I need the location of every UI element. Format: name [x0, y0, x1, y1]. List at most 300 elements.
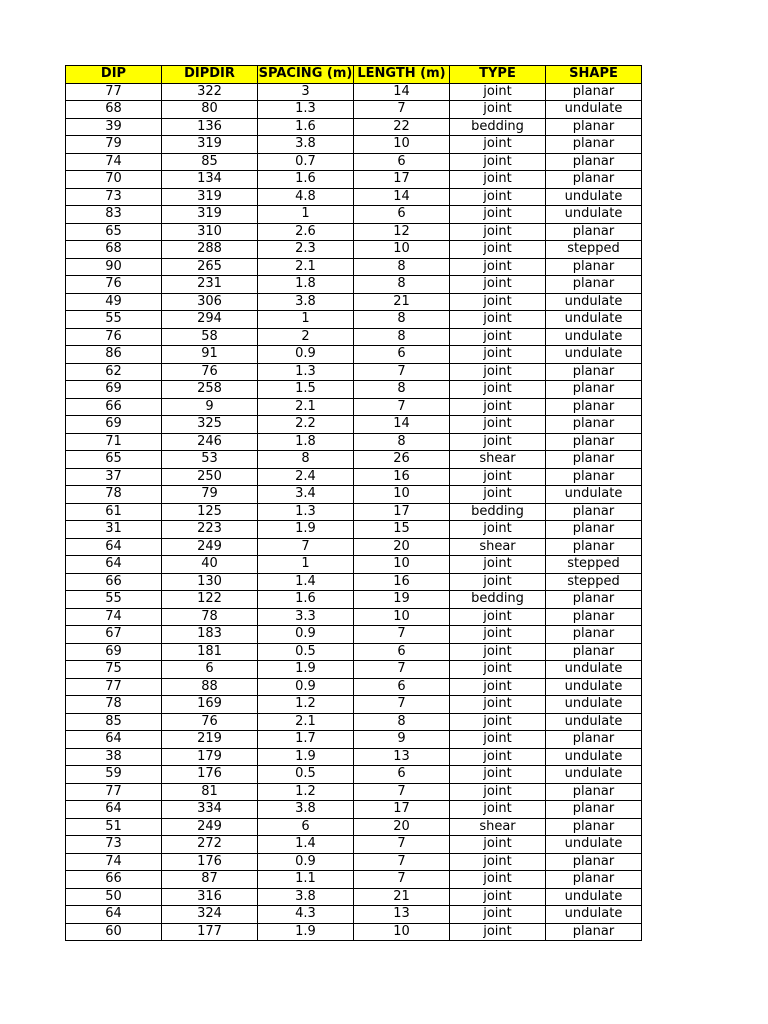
- cell-dip[interactable]: 68: [66, 241, 162, 259]
- cell-spacing[interactable]: 1.3: [258, 101, 354, 119]
- cell-shape[interactable]: planar: [546, 381, 642, 399]
- cell-dip[interactable]: 64: [66, 538, 162, 556]
- cell-shape[interactable]: undulate: [546, 293, 642, 311]
- cell-spacing[interactable]: 3.3: [258, 608, 354, 626]
- cell-dip[interactable]: 77: [66, 678, 162, 696]
- cell-shape[interactable]: planar: [546, 398, 642, 416]
- cell-shape[interactable]: planar: [546, 626, 642, 644]
- cell-spacing[interactable]: 0.9: [258, 853, 354, 871]
- cell-type[interactable]: joint: [450, 643, 546, 661]
- cell-dip[interactable]: 65: [66, 223, 162, 241]
- cell-type[interactable]: joint: [450, 801, 546, 819]
- cell-length[interactable]: 13: [354, 748, 450, 766]
- cell-shape[interactable]: planar: [546, 83, 642, 101]
- cell-type[interactable]: joint: [450, 468, 546, 486]
- cell-shape[interactable]: planar: [546, 451, 642, 469]
- cell-type[interactable]: joint: [450, 276, 546, 294]
- cell-spacing[interactable]: 3.8: [258, 888, 354, 906]
- cell-shape[interactable]: planar: [546, 503, 642, 521]
- cell-length[interactable]: 7: [354, 398, 450, 416]
- cell-dip[interactable]: 73: [66, 188, 162, 206]
- cell-dip[interactable]: 66: [66, 573, 162, 591]
- cell-dipdir[interactable]: 58: [162, 328, 258, 346]
- cell-shape[interactable]: planar: [546, 871, 642, 889]
- cell-spacing[interactable]: 4.8: [258, 188, 354, 206]
- cell-length[interactable]: 17: [354, 503, 450, 521]
- cell-spacing[interactable]: 0.5: [258, 766, 354, 784]
- cell-spacing[interactable]: 1: [258, 556, 354, 574]
- cell-type[interactable]: joint: [450, 258, 546, 276]
- cell-type[interactable]: joint: [450, 608, 546, 626]
- cell-spacing[interactable]: 1.1: [258, 871, 354, 889]
- cell-type[interactable]: bedding: [450, 503, 546, 521]
- cell-type[interactable]: joint: [450, 661, 546, 679]
- cell-type[interactable]: joint: [450, 836, 546, 854]
- cell-dipdir[interactable]: 169: [162, 696, 258, 714]
- cell-spacing[interactable]: 1.9: [258, 661, 354, 679]
- cell-type[interactable]: joint: [450, 888, 546, 906]
- cell-type[interactable]: joint: [450, 346, 546, 364]
- cell-shape[interactable]: planar: [546, 416, 642, 434]
- cell-dipdir[interactable]: 80: [162, 101, 258, 119]
- cell-dipdir[interactable]: 246: [162, 433, 258, 451]
- cell-shape[interactable]: planar: [546, 171, 642, 189]
- cell-dipdir[interactable]: 223: [162, 521, 258, 539]
- cell-shape[interactable]: planar: [546, 591, 642, 609]
- cell-type[interactable]: joint: [450, 871, 546, 889]
- cell-shape[interactable]: undulate: [546, 748, 642, 766]
- cell-shape[interactable]: planar: [546, 521, 642, 539]
- cell-dipdir[interactable]: 136: [162, 118, 258, 136]
- cell-spacing[interactable]: 0.9: [258, 626, 354, 644]
- cell-dipdir[interactable]: 265: [162, 258, 258, 276]
- cell-length[interactable]: 10: [354, 556, 450, 574]
- column-header-length[interactable]: LENGTH (m): [354, 66, 450, 84]
- cell-length[interactable]: 14: [354, 416, 450, 434]
- cell-dipdir[interactable]: 319: [162, 188, 258, 206]
- cell-dipdir[interactable]: 272: [162, 836, 258, 854]
- cell-shape[interactable]: undulate: [546, 486, 642, 504]
- cell-dip[interactable]: 55: [66, 311, 162, 329]
- cell-spacing[interactable]: 1.3: [258, 363, 354, 381]
- cell-dipdir[interactable]: 53: [162, 451, 258, 469]
- cell-shape[interactable]: undulate: [546, 713, 642, 731]
- cell-dipdir[interactable]: 176: [162, 853, 258, 871]
- cell-type[interactable]: joint: [450, 731, 546, 749]
- cell-length[interactable]: 21: [354, 888, 450, 906]
- cell-dip[interactable]: 39: [66, 118, 162, 136]
- cell-type[interactable]: joint: [450, 556, 546, 574]
- cell-length[interactable]: 8: [354, 258, 450, 276]
- cell-length[interactable]: 7: [354, 871, 450, 889]
- cell-type[interactable]: joint: [450, 853, 546, 871]
- cell-type[interactable]: joint: [450, 521, 546, 539]
- cell-shape[interactable]: planar: [546, 643, 642, 661]
- cell-dipdir[interactable]: 181: [162, 643, 258, 661]
- cell-dipdir[interactable]: 219: [162, 731, 258, 749]
- cell-dip[interactable]: 90: [66, 258, 162, 276]
- cell-dip[interactable]: 76: [66, 276, 162, 294]
- cell-spacing[interactable]: 1.5: [258, 381, 354, 399]
- cell-dip[interactable]: 55: [66, 591, 162, 609]
- cell-dip[interactable]: 69: [66, 416, 162, 434]
- cell-dip[interactable]: 50: [66, 888, 162, 906]
- cell-dipdir[interactable]: 176: [162, 766, 258, 784]
- column-header-dip[interactable]: DIP: [66, 66, 162, 84]
- cell-dipdir[interactable]: 231: [162, 276, 258, 294]
- cell-length[interactable]: 7: [354, 626, 450, 644]
- cell-length[interactable]: 14: [354, 83, 450, 101]
- cell-spacing[interactable]: 1.3: [258, 503, 354, 521]
- cell-dip[interactable]: 74: [66, 853, 162, 871]
- cell-spacing[interactable]: 1.2: [258, 696, 354, 714]
- cell-spacing[interactable]: 4.3: [258, 906, 354, 924]
- cell-dip[interactable]: 65: [66, 451, 162, 469]
- cell-dipdir[interactable]: 130: [162, 573, 258, 591]
- cell-dipdir[interactable]: 87: [162, 871, 258, 889]
- cell-spacing[interactable]: 0.9: [258, 346, 354, 364]
- cell-type[interactable]: joint: [450, 328, 546, 346]
- cell-spacing[interactable]: 2: [258, 328, 354, 346]
- cell-length[interactable]: 10: [354, 486, 450, 504]
- cell-length[interactable]: 21: [354, 293, 450, 311]
- cell-shape[interactable]: planar: [546, 818, 642, 836]
- cell-dipdir[interactable]: 325: [162, 416, 258, 434]
- cell-dipdir[interactable]: 177: [162, 923, 258, 941]
- cell-shape[interactable]: undulate: [546, 766, 642, 784]
- cell-dip[interactable]: 64: [66, 731, 162, 749]
- cell-length[interactable]: 6: [354, 206, 450, 224]
- cell-spacing[interactable]: 1.9: [258, 748, 354, 766]
- cell-shape[interactable]: planar: [546, 153, 642, 171]
- cell-type[interactable]: joint: [450, 153, 546, 171]
- cell-shape[interactable]: undulate: [546, 328, 642, 346]
- cell-dip[interactable]: 77: [66, 83, 162, 101]
- cell-spacing[interactable]: 2.1: [258, 398, 354, 416]
- cell-spacing[interactable]: 7: [258, 538, 354, 556]
- cell-length[interactable]: 10: [354, 241, 450, 259]
- cell-length[interactable]: 16: [354, 573, 450, 591]
- cell-shape[interactable]: stepped: [546, 573, 642, 591]
- cell-type[interactable]: joint: [450, 696, 546, 714]
- cell-shape[interactable]: planar: [546, 118, 642, 136]
- cell-spacing[interactable]: 1.4: [258, 573, 354, 591]
- cell-shape[interactable]: planar: [546, 363, 642, 381]
- cell-dip[interactable]: 76: [66, 328, 162, 346]
- cell-dip[interactable]: 51: [66, 818, 162, 836]
- cell-shape[interactable]: planar: [546, 136, 642, 154]
- cell-spacing[interactable]: 2.6: [258, 223, 354, 241]
- cell-spacing[interactable]: 0.5: [258, 643, 354, 661]
- cell-length[interactable]: 7: [354, 783, 450, 801]
- cell-length[interactable]: 7: [354, 853, 450, 871]
- cell-dipdir[interactable]: 122: [162, 591, 258, 609]
- cell-spacing[interactable]: 1.8: [258, 433, 354, 451]
- cell-dip[interactable]: 66: [66, 871, 162, 889]
- cell-spacing[interactable]: 3: [258, 83, 354, 101]
- cell-shape[interactable]: planar: [546, 923, 642, 941]
- cell-dipdir[interactable]: 249: [162, 818, 258, 836]
- cell-dip[interactable]: 85: [66, 713, 162, 731]
- cell-length[interactable]: 6: [354, 643, 450, 661]
- cell-spacing[interactable]: 1.6: [258, 591, 354, 609]
- cell-length[interactable]: 19: [354, 591, 450, 609]
- cell-dip[interactable]: 86: [66, 346, 162, 364]
- cell-type[interactable]: bedding: [450, 591, 546, 609]
- cell-dipdir[interactable]: 319: [162, 206, 258, 224]
- cell-shape[interactable]: planar: [546, 276, 642, 294]
- cell-length[interactable]: 12: [354, 223, 450, 241]
- cell-dip[interactable]: 64: [66, 801, 162, 819]
- cell-shape[interactable]: undulate: [546, 346, 642, 364]
- cell-dip[interactable]: 71: [66, 433, 162, 451]
- cell-dipdir[interactable]: 91: [162, 346, 258, 364]
- cell-dip[interactable]: 31: [66, 521, 162, 539]
- cell-spacing[interactable]: 1.8: [258, 276, 354, 294]
- cell-dipdir[interactable]: 6: [162, 661, 258, 679]
- cell-type[interactable]: joint: [450, 101, 546, 119]
- cell-dip[interactable]: 62: [66, 363, 162, 381]
- cell-dip[interactable]: 75: [66, 661, 162, 679]
- cell-dip[interactable]: 67: [66, 626, 162, 644]
- cell-shape[interactable]: planar: [546, 608, 642, 626]
- cell-dip[interactable]: 78: [66, 486, 162, 504]
- cell-shape[interactable]: undulate: [546, 836, 642, 854]
- cell-dipdir[interactable]: 79: [162, 486, 258, 504]
- cell-shape[interactable]: planar: [546, 783, 642, 801]
- cell-spacing[interactable]: 3.4: [258, 486, 354, 504]
- cell-dip[interactable]: 61: [66, 503, 162, 521]
- cell-dipdir[interactable]: 250: [162, 468, 258, 486]
- cell-dip[interactable]: 70: [66, 171, 162, 189]
- cell-type[interactable]: joint: [450, 311, 546, 329]
- cell-type[interactable]: joint: [450, 241, 546, 259]
- cell-shape[interactable]: stepped: [546, 556, 642, 574]
- cell-shape[interactable]: undulate: [546, 678, 642, 696]
- cell-shape[interactable]: undulate: [546, 311, 642, 329]
- cell-spacing[interactable]: 1.6: [258, 171, 354, 189]
- cell-length[interactable]: 14: [354, 188, 450, 206]
- cell-length[interactable]: 7: [354, 661, 450, 679]
- cell-shape[interactable]: planar: [546, 538, 642, 556]
- cell-length[interactable]: 20: [354, 538, 450, 556]
- cell-length[interactable]: 8: [354, 713, 450, 731]
- cell-shape[interactable]: planar: [546, 468, 642, 486]
- cell-type[interactable]: joint: [450, 748, 546, 766]
- cell-length[interactable]: 8: [354, 276, 450, 294]
- cell-length[interactable]: 26: [354, 451, 450, 469]
- cell-length[interactable]: 8: [354, 311, 450, 329]
- cell-spacing[interactable]: 1.6: [258, 118, 354, 136]
- cell-length[interactable]: 7: [354, 101, 450, 119]
- cell-shape[interactable]: undulate: [546, 906, 642, 924]
- cell-shape[interactable]: planar: [546, 731, 642, 749]
- cell-type[interactable]: bedding: [450, 118, 546, 136]
- cell-dipdir[interactable]: 179: [162, 748, 258, 766]
- cell-dipdir[interactable]: 40: [162, 556, 258, 574]
- cell-dipdir[interactable]: 324: [162, 906, 258, 924]
- cell-spacing[interactable]: 1.9: [258, 521, 354, 539]
- cell-spacing[interactable]: 0.7: [258, 153, 354, 171]
- cell-spacing[interactable]: 1.7: [258, 731, 354, 749]
- cell-shape[interactable]: planar: [546, 258, 642, 276]
- cell-spacing[interactable]: 2.1: [258, 258, 354, 276]
- cell-type[interactable]: joint: [450, 923, 546, 941]
- cell-type[interactable]: shear: [450, 451, 546, 469]
- cell-dip[interactable]: 59: [66, 766, 162, 784]
- cell-dip[interactable]: 38: [66, 748, 162, 766]
- cell-length[interactable]: 9: [354, 731, 450, 749]
- column-header-spacing[interactable]: SPACING (m): [258, 66, 353, 81]
- cell-type[interactable]: joint: [450, 381, 546, 399]
- cell-type[interactable]: shear: [450, 538, 546, 556]
- cell-dip[interactable]: 64: [66, 556, 162, 574]
- cell-length[interactable]: 8: [354, 328, 450, 346]
- cell-dipdir[interactable]: 85: [162, 153, 258, 171]
- cell-dip[interactable]: 79: [66, 136, 162, 154]
- cell-dipdir[interactable]: 76: [162, 713, 258, 731]
- cell-shape[interactable]: undulate: [546, 101, 642, 119]
- cell-type[interactable]: joint: [450, 136, 546, 154]
- cell-length[interactable]: 10: [354, 136, 450, 154]
- cell-type[interactable]: joint: [450, 206, 546, 224]
- cell-spacing[interactable]: 0.9: [258, 678, 354, 696]
- column-header-dipdir[interactable]: DIPDIR: [162, 66, 258, 84]
- column-header-shape[interactable]: SHAPE: [546, 66, 642, 84]
- cell-length[interactable]: 7: [354, 696, 450, 714]
- cell-dipdir[interactable]: 322: [162, 83, 258, 101]
- cell-shape[interactable]: undulate: [546, 661, 642, 679]
- cell-length[interactable]: 6: [354, 678, 450, 696]
- cell-dipdir[interactable]: 76: [162, 363, 258, 381]
- cell-dip[interactable]: 78: [66, 696, 162, 714]
- cell-spacing[interactable]: 3.8: [258, 136, 354, 154]
- cell-dipdir[interactable]: 88: [162, 678, 258, 696]
- cell-type[interactable]: joint: [450, 486, 546, 504]
- cell-spacing[interactable]: 3.8: [258, 801, 354, 819]
- cell-dipdir[interactable]: 294: [162, 311, 258, 329]
- cell-length[interactable]: 7: [354, 363, 450, 381]
- cell-type[interactable]: joint: [450, 398, 546, 416]
- cell-dipdir[interactable]: 310: [162, 223, 258, 241]
- cell-type[interactable]: joint: [450, 363, 546, 381]
- cell-dip[interactable]: 83: [66, 206, 162, 224]
- cell-dip[interactable]: 77: [66, 783, 162, 801]
- cell-length[interactable]: 15: [354, 521, 450, 539]
- cell-type[interactable]: joint: [450, 83, 546, 101]
- cell-length[interactable]: 22: [354, 118, 450, 136]
- cell-dipdir[interactable]: 249: [162, 538, 258, 556]
- cell-dip[interactable]: 60: [66, 923, 162, 941]
- cell-spacing[interactable]: 2.4: [258, 468, 354, 486]
- cell-type[interactable]: shear: [450, 818, 546, 836]
- cell-dip[interactable]: 74: [66, 608, 162, 626]
- cell-dipdir[interactable]: 288: [162, 241, 258, 259]
- cell-shape[interactable]: undulate: [546, 206, 642, 224]
- cell-type[interactable]: joint: [450, 766, 546, 784]
- cell-spacing[interactable]: 1.2: [258, 783, 354, 801]
- cell-dipdir[interactable]: 334: [162, 801, 258, 819]
- cell-spacing[interactable]: 8: [258, 451, 354, 469]
- cell-length[interactable]: 8: [354, 433, 450, 451]
- cell-dip[interactable]: 74: [66, 153, 162, 171]
- cell-type[interactable]: joint: [450, 433, 546, 451]
- cell-length[interactable]: 13: [354, 906, 450, 924]
- cell-dipdir[interactable]: 319: [162, 136, 258, 154]
- cell-shape[interactable]: planar: [546, 223, 642, 241]
- cell-spacing[interactable]: 3.8: [258, 293, 354, 311]
- cell-dip[interactable]: 37: [66, 468, 162, 486]
- cell-spacing[interactable]: 2.3: [258, 241, 354, 259]
- cell-type[interactable]: joint: [450, 293, 546, 311]
- cell-dip[interactable]: 66: [66, 398, 162, 416]
- cell-type[interactable]: joint: [450, 906, 546, 924]
- cell-dip[interactable]: 64: [66, 906, 162, 924]
- cell-spacing[interactable]: 6: [258, 818, 354, 836]
- cell-type[interactable]: joint: [450, 573, 546, 591]
- cell-shape[interactable]: undulate: [546, 188, 642, 206]
- cell-length[interactable]: 10: [354, 608, 450, 626]
- cell-length[interactable]: 17: [354, 801, 450, 819]
- cell-type[interactable]: joint: [450, 223, 546, 241]
- cell-dipdir[interactable]: 183: [162, 626, 258, 644]
- cell-shape[interactable]: stepped: [546, 241, 642, 259]
- cell-spacing[interactable]: 1.9: [258, 923, 354, 941]
- column-header-type[interactable]: TYPE: [450, 66, 546, 84]
- cell-shape[interactable]: undulate: [546, 696, 642, 714]
- cell-length[interactable]: 7: [354, 836, 450, 854]
- cell-type[interactable]: joint: [450, 678, 546, 696]
- cell-dipdir[interactable]: 134: [162, 171, 258, 189]
- cell-type[interactable]: joint: [450, 171, 546, 189]
- cell-length[interactable]: 10: [354, 923, 450, 941]
- cell-type[interactable]: joint: [450, 626, 546, 644]
- cell-length[interactable]: 20: [354, 818, 450, 836]
- cell-type[interactable]: joint: [450, 416, 546, 434]
- cell-shape[interactable]: planar: [546, 433, 642, 451]
- cell-dipdir[interactable]: 125: [162, 503, 258, 521]
- cell-spacing[interactable]: 1: [258, 206, 354, 224]
- cell-spacing[interactable]: 1: [258, 311, 354, 329]
- cell-length[interactable]: 6: [354, 346, 450, 364]
- cell-length[interactable]: 8: [354, 381, 450, 399]
- cell-dipdir[interactable]: 306: [162, 293, 258, 311]
- cell-dipdir[interactable]: 316: [162, 888, 258, 906]
- cell-dipdir[interactable]: 78: [162, 608, 258, 626]
- cell-dip[interactable]: 69: [66, 381, 162, 399]
- cell-type[interactable]: joint: [450, 783, 546, 801]
- cell-shape[interactable]: planar: [546, 801, 642, 819]
- cell-length[interactable]: 17: [354, 171, 450, 189]
- cell-dip[interactable]: 68: [66, 101, 162, 119]
- cell-dip[interactable]: 69: [66, 643, 162, 661]
- cell-length[interactable]: 16: [354, 468, 450, 486]
- cell-dipdir[interactable]: 258: [162, 381, 258, 399]
- cell-spacing[interactable]: 1.4: [258, 836, 354, 854]
- cell-type[interactable]: joint: [450, 713, 546, 731]
- cell-type[interactable]: joint: [450, 188, 546, 206]
- cell-dip[interactable]: 49: [66, 293, 162, 311]
- cell-shape[interactable]: undulate: [546, 888, 642, 906]
- cell-dipdir[interactable]: 9: [162, 398, 258, 416]
- cell-dip[interactable]: 73: [66, 836, 162, 854]
- cell-dipdir[interactable]: 81: [162, 783, 258, 801]
- cell-length[interactable]: 6: [354, 766, 450, 784]
- cell-shape[interactable]: planar: [546, 853, 642, 871]
- cell-spacing[interactable]: 2.1: [258, 713, 354, 731]
- cell-length[interactable]: 6: [354, 153, 450, 171]
- cell-spacing[interactable]: 2.2: [258, 416, 354, 434]
